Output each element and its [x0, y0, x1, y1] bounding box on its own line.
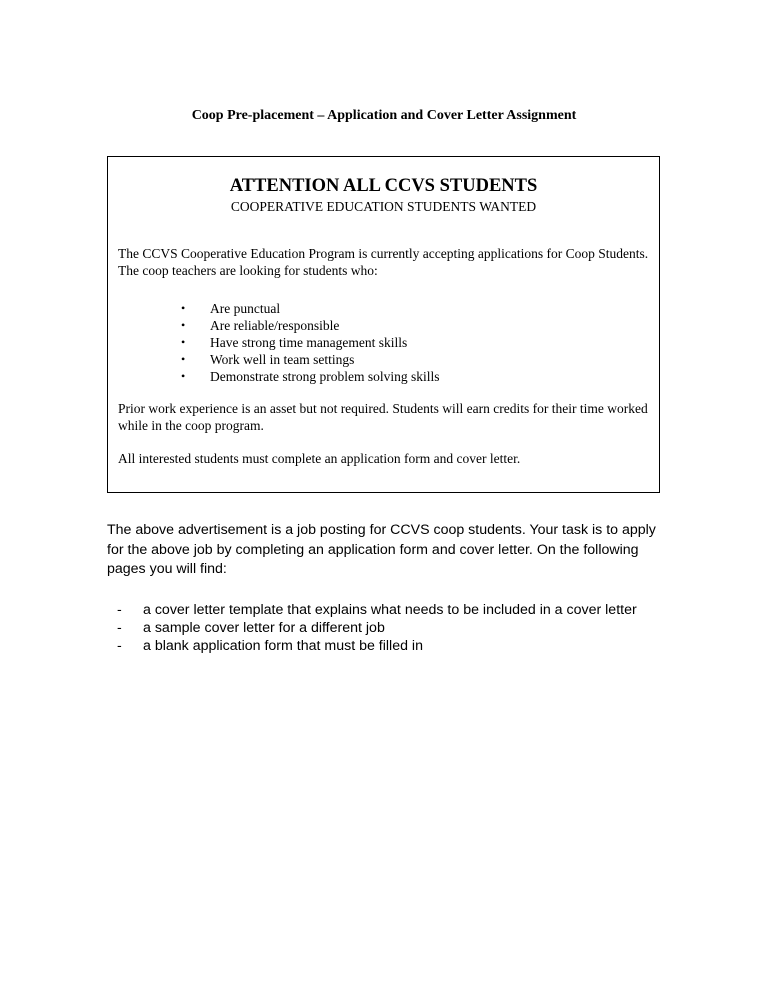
quality-text: Work well in team settings — [210, 352, 355, 367]
task-item-text: a sample cover letter for a different job — [143, 620, 385, 636]
advertisement-heading: ATTENTION ALL CCVS STUDENTS — [229, 176, 538, 196]
dash-marker: - — [117, 620, 122, 636]
task-items-list — [107, 601, 667, 655]
quality-item — [118, 351, 649, 368]
quality-text: Are punctual — [210, 301, 281, 316]
task-item-text: a cover letter template that explains what needs to be included in a cover letter — [143, 602, 637, 618]
bullet-icon: • — [181, 318, 186, 332]
task-item — [107, 637, 667, 655]
bullet-icon: • — [181, 352, 186, 366]
advertisement-subheading: COOPERATIVE EDUCATION STUDENTS WANTED — [230, 199, 537, 214]
qualities-list — [118, 300, 649, 385]
dash-marker: - — [117, 602, 122, 618]
quality-item — [118, 368, 649, 385]
document-title: Coop Pre-placement – Application and Cover Letter Assignment — [191, 108, 577, 123]
quality-item — [118, 300, 649, 317]
bullet-icon: • — [181, 369, 186, 383]
advertisement-intro: The CCVS Cooperative Education Program is currently accepting applications for Coop Students. The coop teachers are looking for students who: — [118, 246, 649, 278]
quality-item — [118, 334, 649, 351]
bullet-icon: • — [181, 301, 186, 315]
task-description: The above advertisement is a job posting for CCVS coop students. Your task is to apply for the above job by completing an application form and cover letter. On the following pages you will find: — [107, 522, 656, 577]
task-item — [107, 619, 667, 637]
task-item — [107, 601, 667, 619]
task-item-text: a blank application form that must be filled in — [143, 638, 423, 654]
quality-text: Have strong time management skills — [210, 335, 408, 350]
quality-text: Are reliable/responsible — [210, 318, 340, 333]
quality-item — [118, 317, 649, 334]
bullet-icon: • — [181, 335, 186, 349]
advertisement-box — [107, 156, 660, 493]
closing-statement: All interested students must complete an application form and cover letter. — [118, 451, 521, 466]
quality-text: Demonstrate strong problem solving skills — [210, 369, 440, 384]
experience-note: Prior work experience is an asset but not required. Students will earn credits for their time worked while in the coop program. — [118, 401, 648, 433]
dash-marker: - — [117, 638, 122, 654]
